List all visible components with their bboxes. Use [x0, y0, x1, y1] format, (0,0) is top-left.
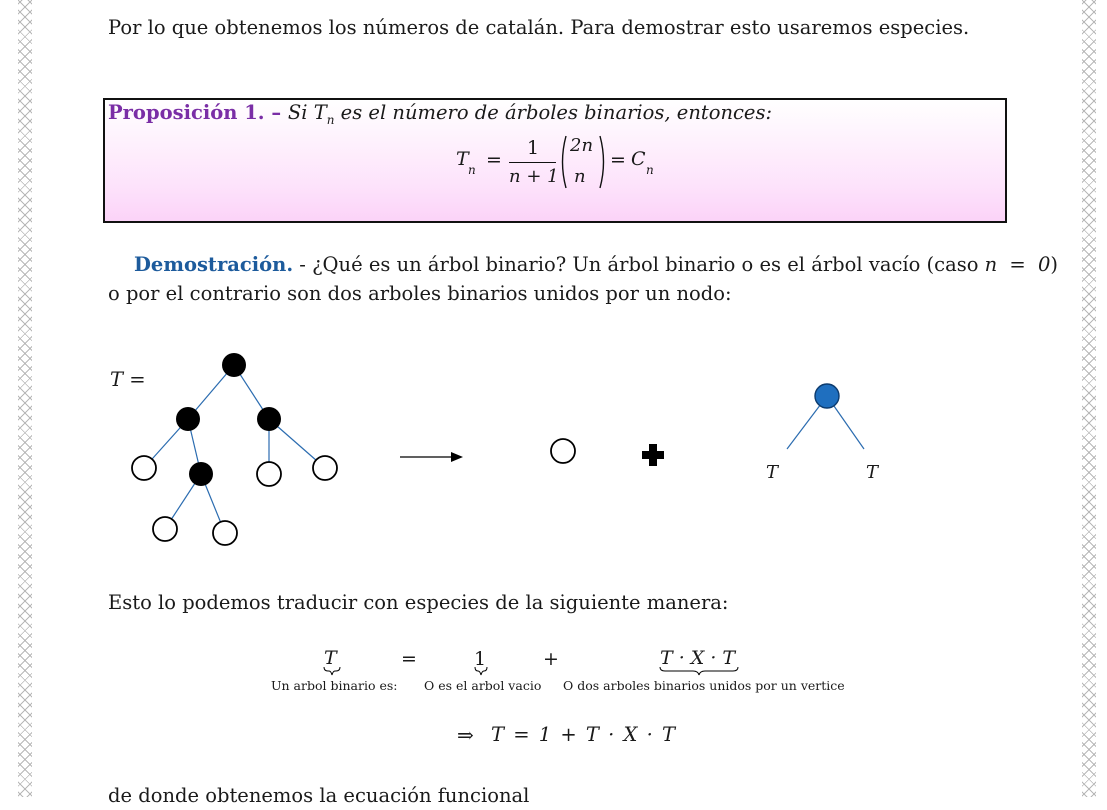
species-plus: + — [543, 648, 559, 670]
label-prod: O dos arboles binarios unidos por un vertice — [563, 678, 845, 693]
tree-nodes — [132, 353, 337, 545]
proposition-heading: Proposición 1. — [108, 101, 265, 124]
underbrace-one — [475, 667, 487, 675]
formula-equals: = — [486, 149, 502, 171]
proposition-text-pre: Si — [287, 101, 314, 124]
subtree-left-label: T — [766, 462, 779, 483]
proposition-text-post: es el número de árboles binarios, entonces: — [334, 101, 773, 124]
formula-C-sub: n — [646, 163, 654, 177]
species-eq: = — [401, 648, 417, 670]
proposition-T-sub: n — [326, 112, 335, 127]
formula-binom-bottom: n — [574, 166, 586, 187]
formula-T-sub: n — [468, 163, 476, 177]
right-arrow-icon — [400, 452, 463, 462]
formula-frac-bar — [509, 162, 556, 163]
formula-equals-2: = — [610, 149, 626, 171]
species-intro: Esto lo podemos traducir con especies de la siguiente manera: — [108, 591, 729, 614]
root-subtree-diagram — [787, 384, 864, 449]
tree-node-filled — [257, 407, 281, 431]
tree-T-label: T = — [110, 368, 146, 391]
underbraces — [0, 664, 900, 678]
underbrace-prod — [660, 667, 738, 675]
tree-node-filled — [222, 353, 246, 377]
formula-binom-top: 2n — [570, 135, 594, 156]
demo-line-1 — [134, 251, 1058, 279]
demo-text-1-end: ) — [1050, 253, 1058, 276]
demo-heading: Demostración. — [134, 253, 294, 276]
formula-C: C — [631, 148, 646, 170]
intro-paragraph: Por lo que obtenemos los números de catalán. Para demostrar esto usaremos especies. — [108, 16, 970, 39]
tree-leaf — [313, 456, 337, 480]
tree-leaf — [153, 517, 177, 541]
subtree-right-label: T — [866, 462, 879, 483]
label-one: O es el arbol vacio — [424, 678, 542, 693]
tree-node-filled — [176, 407, 200, 431]
plus-icon — [642, 444, 664, 466]
demo-case: n = 0 — [984, 253, 1051, 276]
demo-line-2: o por el contrario son dos arboles binarios unidos por un nodo: — [108, 282, 732, 305]
underbrace-T — [324, 667, 340, 675]
root-node — [815, 384, 839, 408]
species-prod: T · X · T — [660, 647, 736, 669]
tree-leaf — [213, 521, 237, 545]
tree-leaf — [132, 456, 156, 480]
empty-tree-circle — [551, 439, 575, 463]
implication-equation: T = 1 + T · X · T — [491, 723, 675, 746]
proposition-T: T — [313, 101, 327, 124]
label-T: Un arbol binario es: — [271, 678, 398, 693]
bottom-paragraph: de donde obtenemos la ecuación funcional — [108, 784, 530, 807]
formula-T: T — [456, 148, 469, 170]
implies-arrow: ⇒ — [457, 723, 474, 747]
tree-node-filled — [189, 462, 213, 486]
demo-text-1: - ¿Qué es un árbol binario? Un árbol binario o es el árbol vacío (caso — [293, 253, 985, 276]
formula-frac-den: n + 1 — [509, 166, 559, 187]
species-T: T — [324, 647, 337, 669]
proposition-statement — [108, 99, 772, 134]
formula-frac-num: 1 — [527, 137, 540, 159]
proposition-dash: – — [264, 101, 288, 124]
tree-leaf — [257, 462, 281, 486]
binary-tree-diagram — [0, 340, 1107, 560]
tree-edges — [144, 365, 325, 533]
species-one: 1 — [474, 648, 487, 670]
